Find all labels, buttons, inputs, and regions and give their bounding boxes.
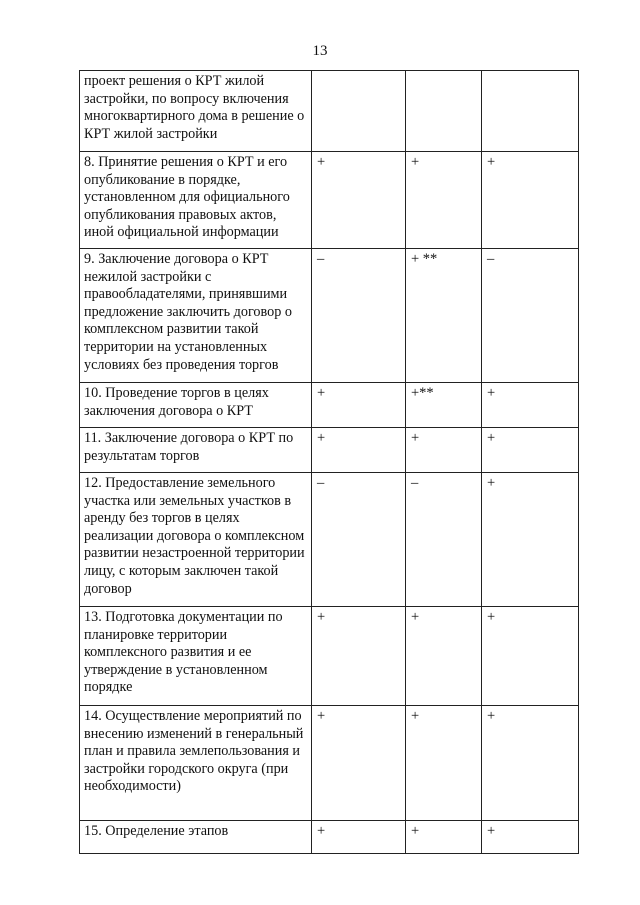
mark-cell-1: + — [312, 706, 406, 821]
step-description-cell — [80, 71, 312, 152]
mark-cell-2 — [406, 71, 482, 152]
mark-cell-1: + — [312, 383, 406, 428]
mark-cell-3: + — [482, 821, 579, 854]
mark-cell-3: + — [482, 706, 579, 821]
table-row — [80, 473, 579, 607]
table-row — [80, 821, 579, 854]
procedure-table — [79, 70, 579, 854]
mark-cell-2: + — [406, 607, 482, 706]
mark-cell-2: – — [406, 473, 482, 607]
mark-cell-1: + — [312, 821, 406, 854]
step-description-cell — [80, 473, 312, 607]
table-row — [80, 607, 579, 706]
step-description-cell — [80, 607, 312, 706]
mark-cell-1: + — [312, 428, 406, 473]
step-description: 8. Принятие решения о КРТ и его опубликование в порядке, установленном для официального опубликования правовых актов, иной официальной информации — [84, 154, 290, 241]
mark-cell-2: + — [406, 428, 482, 473]
table-row — [80, 706, 579, 821]
mark-cell-1: + — [312, 152, 406, 249]
page-number: 13 — [312, 43, 328, 59]
mark-cell-3: + — [482, 428, 579, 473]
mark-cell-1: – — [312, 473, 406, 607]
step-description: 9. Заключение договора о КРТ нежилой застройки с правообладателями, принявшими предложение заключить договор о комплексном развитии такой территории на установленных условиях без проведения торгов — [84, 251, 292, 373]
step-description: 14. Осуществление мероприятий по внесению изменений в генеральный план и правила землепользования и застройки городского округа (при необходимости) — [84, 708, 304, 795]
table-row — [80, 428, 579, 473]
mark-cell-2: + ** — [406, 249, 482, 383]
mark-cell-2: + — [406, 821, 482, 854]
step-description: 10. Проведение торгов в целях заключения договора о КРТ — [84, 385, 269, 419]
mark-cell-3: + — [482, 607, 579, 706]
table-row — [80, 249, 579, 383]
mark-cell-3: – — [482, 249, 579, 383]
step-description-cell — [80, 821, 312, 854]
mark-cell-3 — [482, 71, 579, 152]
step-description: 11. Заключение договора о КРТ по результатам торгов — [84, 430, 294, 464]
step-description-cell — [80, 383, 312, 428]
step-description-cell — [80, 706, 312, 821]
mark-cell-2: + — [406, 706, 482, 821]
mark-cell-3: + — [482, 383, 579, 428]
table-row — [80, 383, 579, 428]
table-row — [80, 152, 579, 249]
mark-cell-3: + — [482, 473, 579, 607]
step-description: 12. Предоставление земельного участка или земельных участков в аренду без торгов в целях реализации договора о комплексном развитии незастроенной территории лицу, с которым заключен такой договор — [84, 475, 305, 597]
mark-cell-3: + — [482, 152, 579, 249]
step-description-cell — [80, 152, 312, 249]
step-description-cell — [80, 249, 312, 383]
mark-cell-2: + — [406, 152, 482, 249]
table-row — [80, 71, 579, 152]
mark-cell-1: + — [312, 607, 406, 706]
step-description: 13. Подготовка документации по планировке территории комплексного развития и ее утверждение в установленном порядке — [84, 609, 283, 696]
step-description-cell — [80, 428, 312, 473]
step-description: проект решения о КРТ жилой застройки, по вопросу включения многоквартирного дома в решение о КРТ жилой застройки — [84, 73, 305, 142]
mark-cell-2: +** — [406, 383, 482, 428]
mark-cell-1 — [312, 71, 406, 152]
mark-cell-1: – — [312, 249, 406, 383]
step-description: 15. Определение этапов — [84, 823, 229, 839]
